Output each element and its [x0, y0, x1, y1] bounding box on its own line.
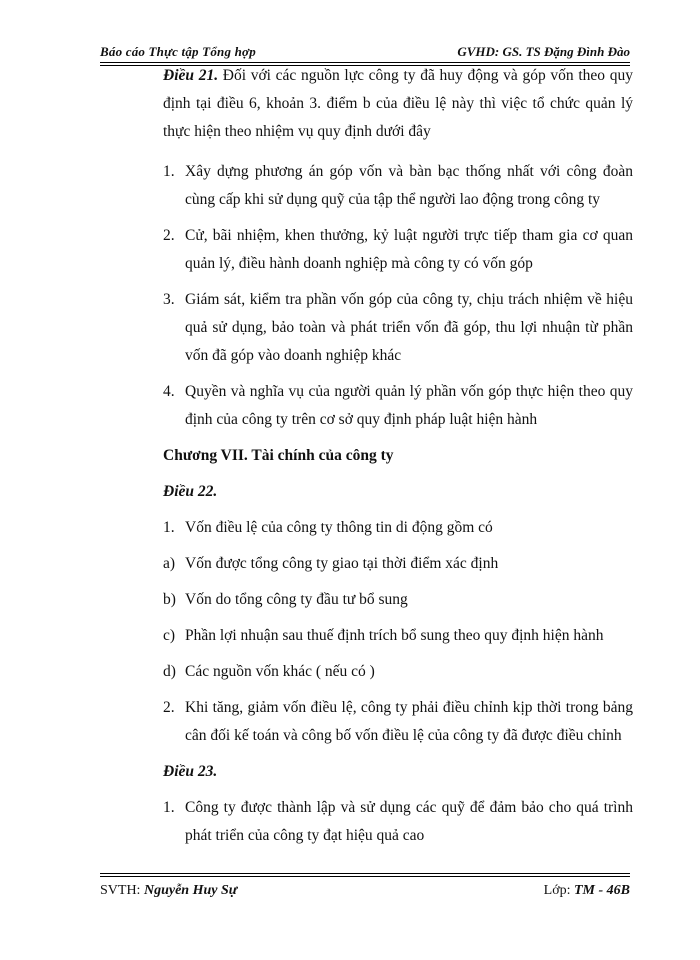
list-item — [163, 694, 633, 750]
article-23-label: Điều 23. — [163, 763, 218, 780]
list-marker: d) — [163, 663, 176, 680]
list-marker: 1. — [163, 163, 175, 180]
list-item-text: Vốn được tổng công ty giao tại thời điểm xác định — [185, 555, 499, 572]
list-item-text: Vốn điều lệ của công ty thông tin di động gồm có — [185, 519, 493, 536]
list-item — [163, 222, 633, 278]
list-item — [163, 158, 633, 214]
list-item-text: Vốn do tổng công ty đầu tư bổ sung — [185, 591, 408, 608]
list-marker: 4. — [163, 383, 175, 400]
list-marker: a) — [163, 555, 176, 572]
list-item — [163, 794, 633, 850]
list-item-text: Các nguồn vốn khác ( nếu có ) — [185, 663, 375, 680]
page-header — [100, 40, 630, 60]
list-marker: c) — [163, 627, 176, 644]
sub-list-item — [163, 550, 633, 578]
article-22-label: Điều 22. — [163, 483, 218, 500]
list-item — [163, 378, 633, 434]
list-item-text: Giám sát, kiểm tra phần vốn góp của công ty, chịu trách nhiệm về hiệu quả sử dụng, bảo toàn và phát triển vốn đã góp, thu lợi nhuận từ phần vốn đã góp vào doanh nghiệp khác — [185, 291, 633, 364]
list-marker: 1. — [163, 799, 175, 816]
list-item-text: Cử, bãi nhiệm, khen thưởng, kỷ luật người trực tiếp tham gia cơ quan quản lý, điều hành doanh nghiệp mà công ty có vốn góp — [185, 227, 633, 272]
list-item-text: Phần lợi nhuận sau thuế định trích bổ sung theo quy định hiện hành — [185, 627, 604, 644]
footer-class-value: TM - 46B — [574, 883, 630, 898]
article-21-paragraph — [163, 62, 633, 146]
list-marker: 2. — [163, 699, 175, 716]
article-21-label: Điều 21. — [163, 67, 219, 84]
header-report-title: Báo cáo Thực tập Tổng hợp — [100, 44, 256, 59]
list-item-text: Khi tăng, giảm vốn điều lệ, công ty phải điều chỉnh kịp thời trong bảng cân đối kế toán và công bố vốn điều lệ của công ty đã được điều chỉnh — [185, 699, 633, 744]
document-body — [163, 62, 633, 850]
footer-student — [100, 883, 237, 899]
page-footer — [100, 880, 630, 904]
list-item-text: Xây dựng phương án góp vốn và bàn bạc thống nhất với công đoàn cùng cấp khi sử dụng quỹ của tập thể người lao động trong công ty — [185, 163, 633, 208]
footer-student-label: SVTH: — [100, 883, 144, 898]
list-marker: b) — [163, 591, 176, 608]
list-item-text: Công ty được thành lập và sử dụng các quỹ để đảm bảo cho quá trình phát triển của công ty đạt hiệu quả cao — [185, 799, 633, 844]
footer-rule — [100, 873, 630, 877]
list-marker: 3. — [163, 291, 175, 308]
header-supervisor: GVHD: GS. TS Đặng Đình Đào — [457, 44, 630, 59]
list-marker: 2. — [163, 227, 175, 244]
article-21-text: Đối với các nguồn lực công ty đã huy động và góp vốn theo quy định tại điều 6, khoản 3. điểm b của điều lệ này thì việc tổ chức quản lý thực hiện theo nhiệm vụ quy định dưới đây — [163, 67, 633, 140]
chapter-heading: Chương VII. Tài chính của công ty — [163, 447, 394, 464]
footer-class — [544, 883, 630, 899]
list-marker: 1. — [163, 519, 175, 536]
list-item-text: Quyền và nghĩa vụ của người quản lý phần vốn góp thực hiện theo quy định của công ty trên cơ sở quy định pháp luật hiện hành — [185, 383, 633, 428]
footer-student-name: Nguyễn Huy Sự — [143, 883, 238, 898]
footer-class-label: Lớp: — [543, 883, 574, 898]
list-item — [163, 514, 633, 542]
sub-list-item — [163, 586, 633, 614]
sub-list-item — [163, 622, 633, 650]
list-item — [163, 286, 633, 370]
sub-list-item — [163, 658, 633, 686]
